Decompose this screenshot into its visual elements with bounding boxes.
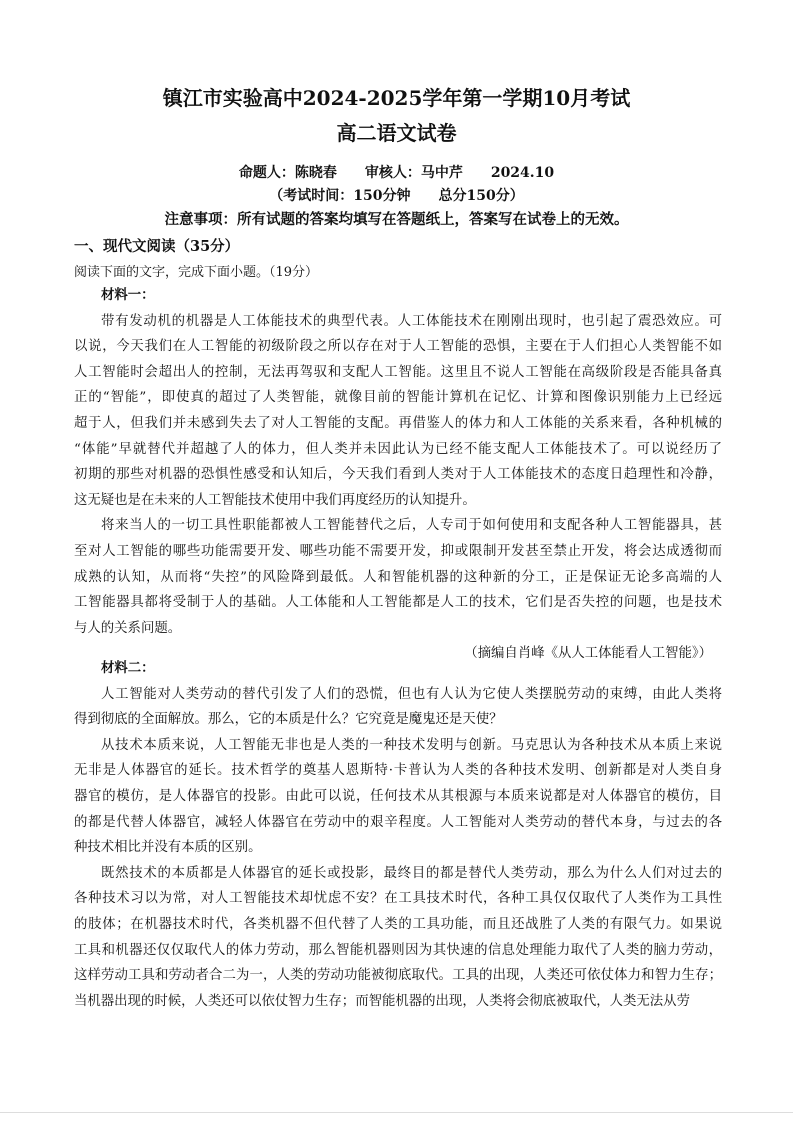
text-line: 从技术本质来说，人工智能无非也是人类的一种技术发明与创新。马克思认为各种技术从本质上来说 [101,737,722,753]
paragraph [74,733,722,861]
material-label: 材料一： [101,287,155,303]
text-line: 将来当人的一切工具性职能都被人工智能替代之后，人专司于如何使用和支配各种人工智能器具，甚 [101,518,722,534]
text-line: 工智能器具都将受制于人的基础。人工体能和人工智能都是人工的技术，它们是否失控的问题，也是技术 [74,595,722,611]
citation: （摘编自肖峰《从人工体能看人工智能》） [464,646,712,662]
text-line: 无非是人体器官的延长。技术哲学的奠基人恩斯特·卡普认为人类的各种技术发明、创新都是对人类自身 [74,763,722,779]
text-line: 既然技术的本质都是人体器官的延长或投影，最终目的都是替代人类劳动，那么为什么人们对过去的 [101,865,722,881]
section-instruction: 阅读下面的文字，完成下面小题。（19分） [74,265,319,280]
text-line: 至对人工智能的哪些功能需要开发、哪些功能不需要开发，抑或限制开发甚至禁止开发，将会达成透彻而 [74,543,722,559]
text-line: 当机器出现的时候，人类还可以依仗智力生存；而智能机器的出现，人类将会彻底被取代，人类无法从劳 [74,993,690,1009]
material-2 [74,656,722,1014]
text-line: 初期的那些对机器的恐惧性感受和认知后，今天我们看到人类对于人工体能技术的态度日趋理性和冷静， [74,467,722,483]
section-title: 一、现代文阅读（35分） [74,238,240,255]
text-line: 的都是代替人体器官，减轻人体器官在劳动中的艰辛程度。人工智能对人类劳动的替代本身，与过去的各 [74,814,722,830]
text-line: 工具和机器还仅仅取代人的体力劳动，那么智能机器则因为其快速的信息处理能力取代了人类的脑力劳动， [74,942,722,958]
exam-subtitle: 高二语文试卷 [336,121,457,145]
paragraph [74,682,722,733]
text-line: 得到彻底的全面解放。那么，它的本质是什么？它究竟是魔鬼还是天使？ [74,712,503,728]
text-line: 以说，今天我们在人工智能的初级阶段之所以存在对于人工智能的恐惧，主要在于人们担心人类智能不如 [74,339,722,355]
text-line: 各种技术习以为常，对人工智能技术却忧虑不安？在工具技术时代，各种工具仅仅取代了人类作为工具性 [74,891,722,907]
paragraph [74,309,722,514]
exam-time: （考试时间：150分钟 总分150分） [269,188,524,204]
text-line: 与人的关系问题。 [74,620,182,636]
text-line: 这样劳动工具和劳动者合二为一，人类的劳动功能被彻底取代。工具的出现，人类还可依仗体力和智力生存； [74,968,722,984]
text-line: 人工智能时会超出人的控制，无法再驾驭和支配人工智能。这里且不说人工智能在高级阶段是否能具备真 [74,364,722,380]
page-bottom-divider [0,1112,793,1113]
paragraph [74,861,722,1015]
text-line: 人工智能对人类劳动的替代引发了人们的恐慌，但也有人认为它使人类摆脱劳动的束缚，由此人类将 [101,686,722,702]
text-line: 带有发动机的机器是人工体能技术的典型代表。人工体能技术在刚刚出现时，也引起了震恐效应。可 [101,313,722,329]
text-line: 这无疑也是在未来的人工智能技术使用中我们再度经历的认知提升。 [74,492,476,508]
material-label: 材料二： [101,660,155,676]
text-line: 成熟的认知，从而将“失控”的风险降到最低。人和智能机器的这种新的分工，正是保证无论多高端的人 [74,569,722,585]
text-line: 正的“智能”，即使真的超过了人类智能，就像目前的智能计算机在记忆、计算和图像识别能力上已经远 [74,390,722,406]
text-line: “体能”早就替代并超越了人的体力，但人类并未因此认为已经不能支配人工体能技术了。可以说经历了 [74,441,722,457]
exam-meta: 命题人：陈晓春 审核人：马中芹 2024.10 [238,165,555,181]
text-line: 种技术相比并没有本质的区别。 [74,840,262,856]
paragraph [74,513,722,641]
text-line: 超于人，但我们并未感到失去了对人工智能的支配。再借鉴人的体力和人工体能的关系来看，各种机械的 [74,415,722,431]
material-1 [74,283,722,667]
exam-title: 镇江市实验高中2024-2025学年第一学期10月考试 [162,86,631,110]
exam-notice: 注意事项：所有试题的答案均填写在答题纸上，答案写在试卷上的无效。 [164,211,629,228]
text-line: 器官的模仿，是人体器官的投影。由此可以说，任何技术从其根源与本质来说都是对人体器官的模仿，目 [74,788,722,804]
text-line: 的肢体；在机器技术时代，各类机器不但代替了人类的工具功能，而且还战胜了人类的有限气力。如果说 [74,916,722,932]
